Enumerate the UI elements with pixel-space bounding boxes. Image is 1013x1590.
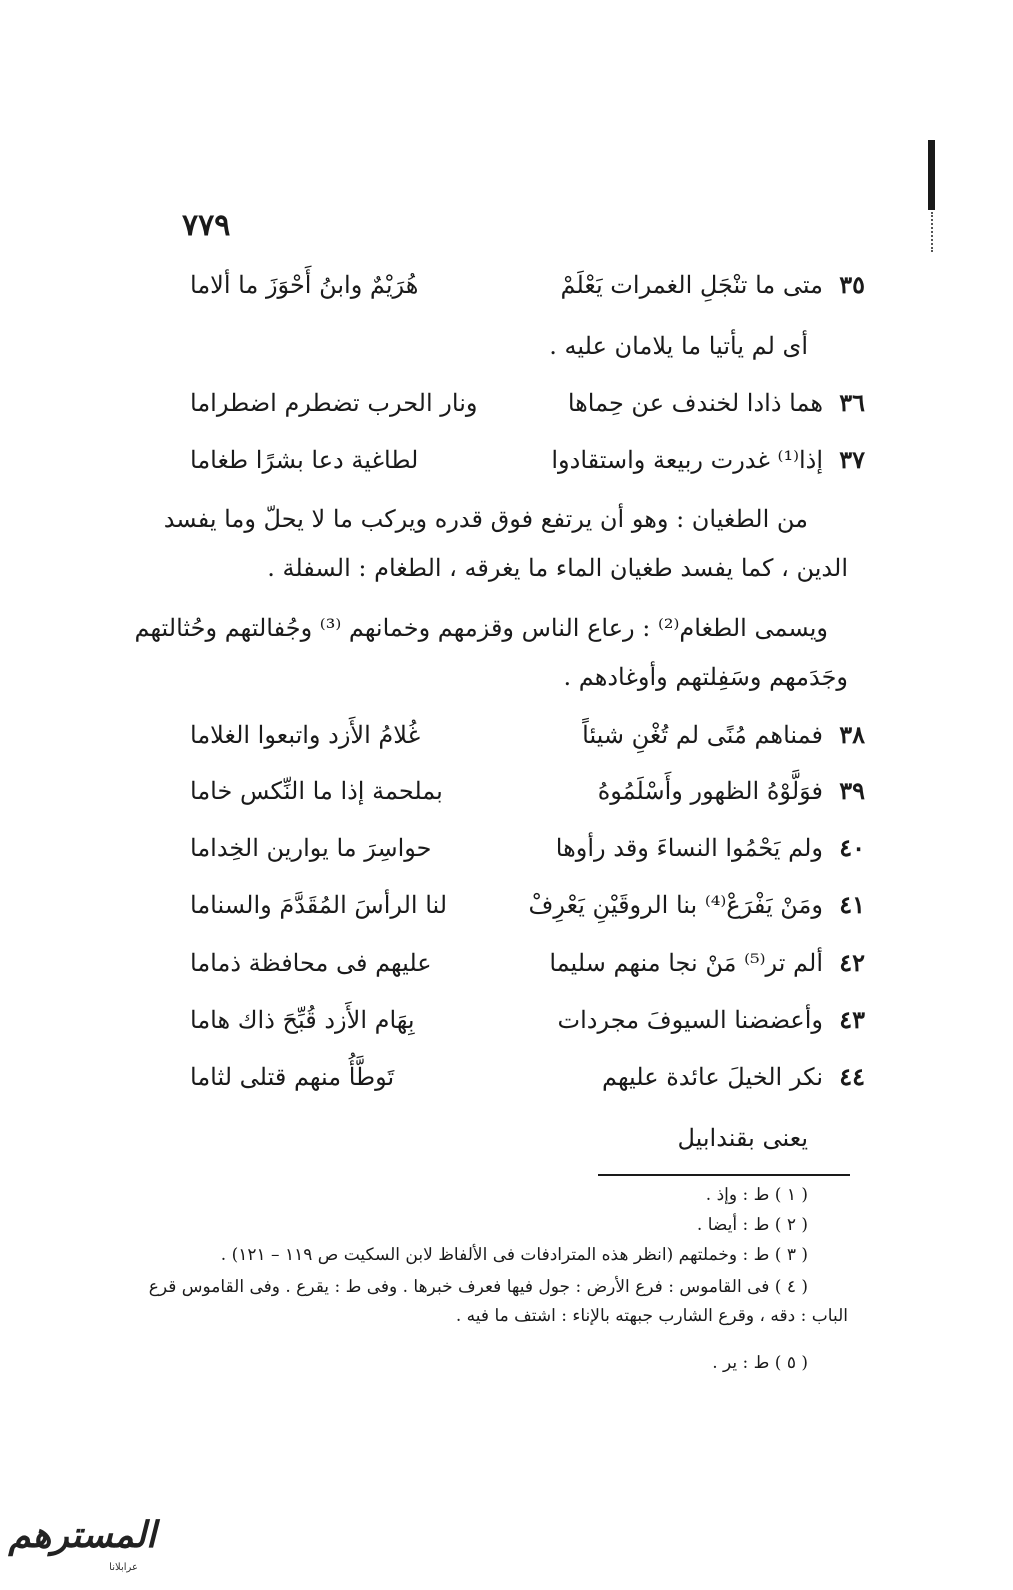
- verse-line: [190, 265, 865, 305]
- watermark-logo: [8, 1510, 162, 1580]
- verse-line: [190, 440, 865, 480]
- verse-line: [190, 771, 865, 811]
- page-edge-mark: [928, 140, 935, 210]
- verse-hemistich-first: ولم يَحْمُوا النساءَ وقد رأوها: [555, 834, 823, 862]
- verse-hemistich-second: بملحمة إذا ما النِّكس خاما: [190, 777, 443, 805]
- verse-hemistich-first: فمناهم مُنًى لم تُغْنِ شيئاً: [582, 721, 823, 749]
- footnote: ( ٣ ) ط : وخملتهم (انظر هذه المترادفات فى الألفاظ لابن السكيت ص ١١٩ – ١٢١) .: [220, 1245, 808, 1265]
- page-number: ٧٧٩: [182, 208, 231, 243]
- verse-hemistich-second: لطاغية دعا بشرًا طغاما: [190, 446, 419, 474]
- verse-line: [190, 383, 865, 423]
- watermark-text: المسترهم: [8, 1514, 156, 1556]
- commentary-paragraph: ويسمى الطغام⁽²⁾ : رعاع الناس وقزمهم وخمانهم ⁽³⁾ وجُفالتهم وحُثالتهم: [134, 614, 828, 642]
- verse-hemistich-second: بِهَام الأَزد قُبِّحَ ذاك هاما: [190, 1006, 415, 1034]
- verse-hemistich-first: هما ذادا لخندف عن حِماها: [567, 389, 823, 417]
- footnote: ( ١ ) ط : وإذ .: [705, 1185, 808, 1205]
- verse-hemistich-first: إذا⁽¹⁾ غدرت ربيعة واستقادوا: [551, 446, 823, 474]
- verse-hemistich-second: لنا الرأسَ المُقَدَّمَ والسناما: [190, 891, 448, 919]
- verse-hemistich-first: نكر الخيلَ عائدة عليهم: [602, 1063, 823, 1091]
- verse-hemistich-second: تَوطَّأُ منهم قتلى لثاما: [190, 1063, 395, 1091]
- verse-number: ٤٣: [839, 1005, 865, 1034]
- footnote: ( ٥ ) ط : ير .: [712, 1353, 808, 1373]
- verse-number: ٣٨: [839, 720, 865, 749]
- watermark-subtext: عرابلانا: [109, 1562, 138, 1573]
- verse-number: ٤٤: [839, 1062, 865, 1091]
- commentary-paragraph: وجَدَمهم وسَفِلتهم وأوغادهم .: [563, 663, 848, 691]
- verse-number: ٣٩: [839, 776, 865, 805]
- verse-number: ٤٢: [839, 948, 865, 977]
- page-edge-dots: [931, 212, 935, 252]
- footnote: ( ٢ ) ط : أيضا .: [696, 1215, 808, 1235]
- verse-line: [190, 943, 865, 983]
- verse-hemistich-first: ومَنْ يَفْرَعْ⁽⁴⁾ بنا الروقَيْنِ يَعْرِفْ: [528, 891, 823, 919]
- verse-line: [190, 885, 865, 925]
- verse-number: ٤١: [839, 890, 865, 919]
- verse-hemistich-first: فوَلَّوْهُ الظهور وأَسْلَمُوهُ: [597, 777, 823, 805]
- verse-hemistich-first: ألم تر⁽⁵⁾ مَنْ نجا منهم سليما: [549, 949, 823, 977]
- commentary-paragraph: من الطغيان : وهو أن يرتفع فوق قدره ويركب ما لا يحلّ وما يفسد: [163, 505, 808, 533]
- verse-number: ٣٦: [839, 388, 865, 417]
- footnote-separator: [598, 1174, 850, 1176]
- verse-commentary: أى لم يأتيا ما يلامان عليه .: [549, 332, 808, 360]
- verse-hemistich-second: هُرَيْمٌ وابنُ أَحْوَزَ ما ألاما: [190, 271, 419, 299]
- verse-line: [190, 828, 865, 868]
- verse-number: ٤٠: [839, 833, 865, 862]
- footnote-continuation: الباب : دقه ، وقرع الشارب جبهته بالإناء : اشتف ما فيه .: [455, 1306, 848, 1326]
- verse-hemistich-second: ونار الحرب تضطرم اضطراما: [190, 389, 478, 417]
- verse-commentary: يعنى بقندابيل: [677, 1124, 808, 1152]
- verse-hemistich-second: غُلامُ الأَزد واتبعوا الغلاما: [190, 721, 421, 749]
- verse-line: [190, 1057, 865, 1097]
- verse-hemistich-second: عليهم فى محافظة ذماما: [190, 949, 432, 977]
- verse-number: ٣٧: [839, 445, 865, 474]
- verse-line: [190, 715, 865, 755]
- verse-line: [190, 1000, 865, 1040]
- verse-hemistich-first: وأعضضنا السيوفَ مجردات: [557, 1006, 823, 1034]
- verse-hemistich-first: متى ما تنْجَلِ الغمرات يَعْلَمْ: [560, 271, 823, 299]
- commentary-paragraph: الدين ، كما يفسد طغيان الماء ما يغرقه ، الطغام : السفلة .: [267, 554, 848, 582]
- footnote: ( ٤ ) فى القاموس : فرع الأرض : جول فيها فعرف خبرها . وفى ط : يقرع . وفى القاموس قرع: [148, 1277, 808, 1297]
- verse-number: ٣٥: [839, 270, 865, 299]
- verse-hemistich-second: حواسِرَ ما يوارين الخِداما: [190, 834, 432, 862]
